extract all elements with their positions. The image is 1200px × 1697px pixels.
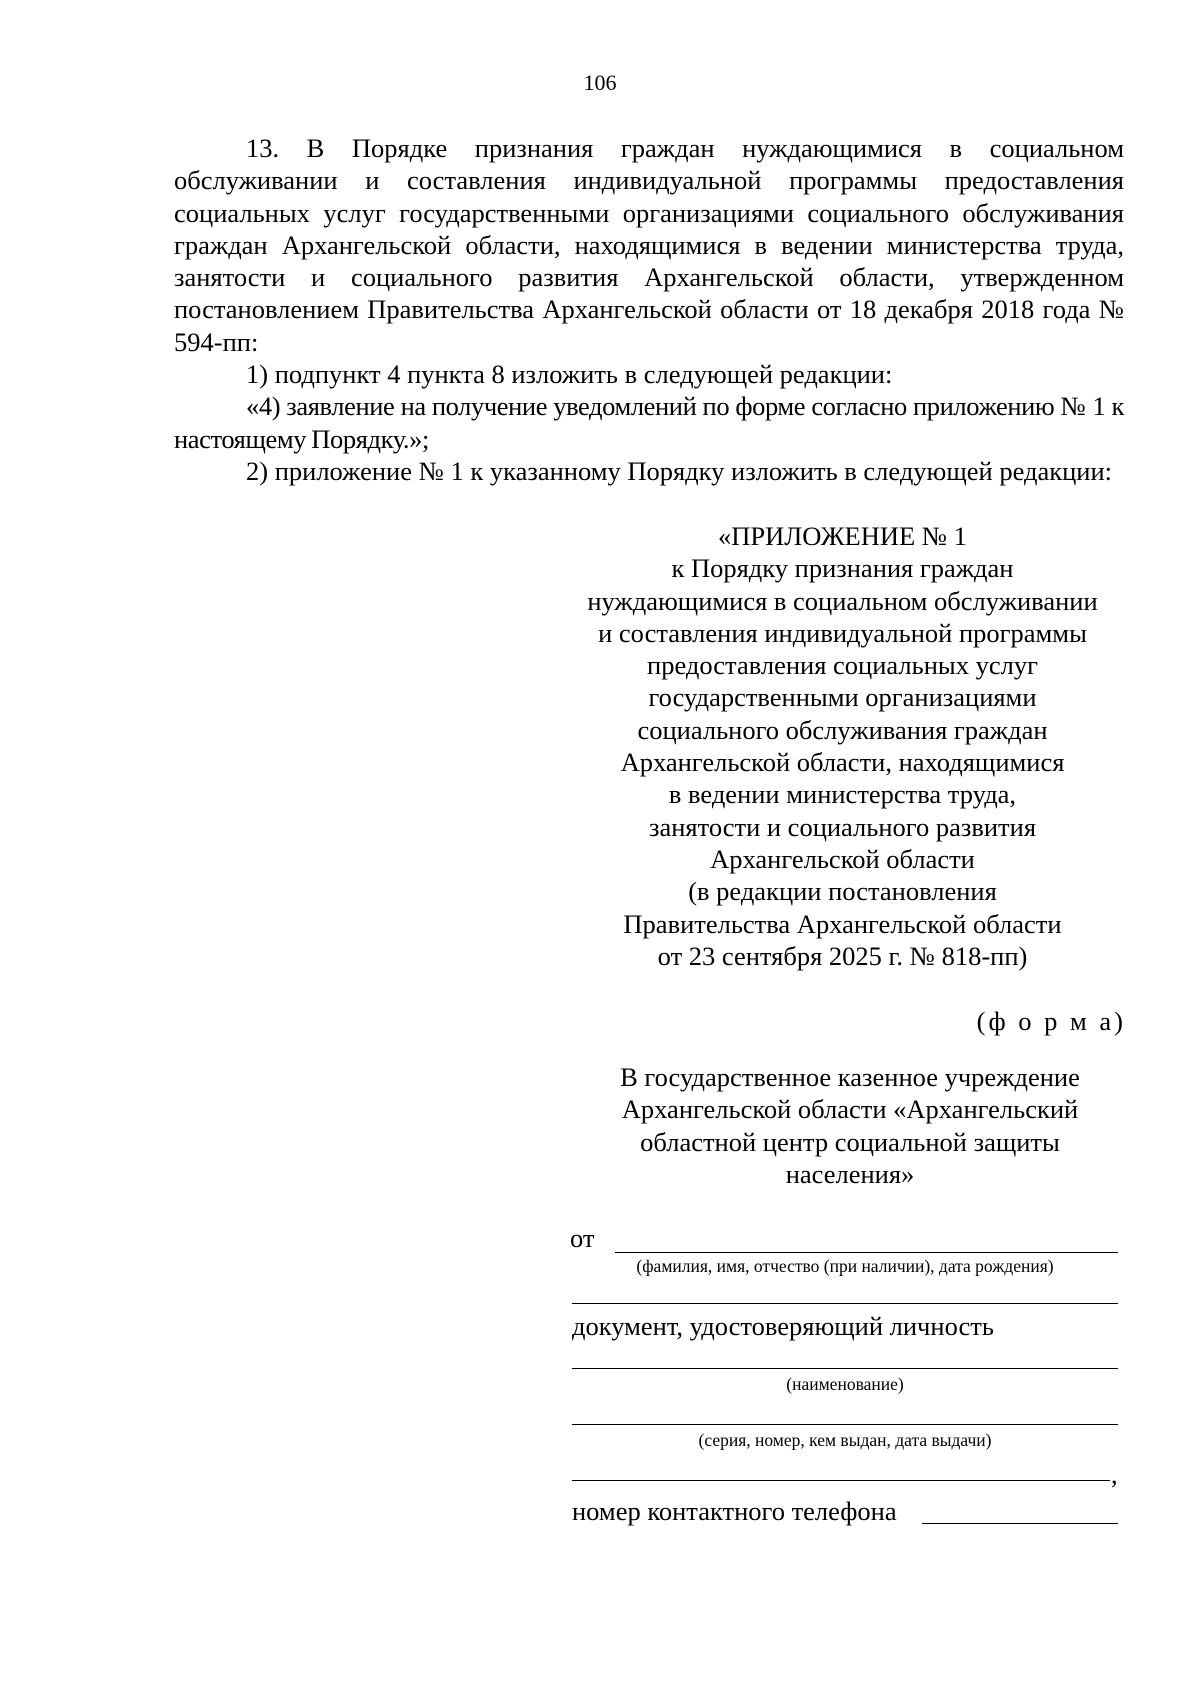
document-name-caption: (наименование) (786, 1374, 904, 1394)
appendix-line: в ведении министерства труда, (668, 779, 1017, 810)
subparagraph-2: 2) приложение № 1 к указанному Порядку изложить в следующей редакции: (246, 455, 1113, 486)
document-name-line (572, 1368, 1118, 1369)
phone-label: номер контактного телефона (572, 1496, 897, 1526)
fio-caption: (фамилия, имя, отчество (при наличии), дата рождения) (636, 1256, 1054, 1276)
document-extra-line (572, 1480, 1110, 1481)
document-series-caption: (серия, номер, кем выдан, дата выдачи) (698, 1430, 992, 1450)
paragraph-13: 13. В Порядке признания граждан нуждающимися в социальном обслуживании и составления индивидуальной программы предоставления социальных услуг государственными организациями социального обслуживания граждан Архангельской области, находящимися в ведении министерства труда, занятости и социального развития Архангельской области, утвержденном постановлением Правительства Архангельской области от 18 декабря 2018 года № 594-пп: (174, 133, 1124, 357)
appendix-line: государственными организациями (648, 682, 1037, 713)
subparagraph-1: 1) подпункт 4 пункта 8 изложить в следующей редакции: (246, 359, 893, 390)
appendix-header (555, 520, 1130, 972)
phone-field-line (922, 1523, 1118, 1524)
appendix-line: Архангельской области, находящимися (620, 747, 1065, 778)
addressee-line: В государственное казенное учреждение (620, 1062, 1080, 1092)
line-comma: , (1111, 1459, 1118, 1489)
addressee-line: областной центр социальной защиты (640, 1126, 1060, 1157)
appendix-line: от 23 сентября 2025 г. № 818-пп) (657, 940, 1028, 971)
addressee-block (580, 1061, 1120, 1190)
appendix-line: нуждающимися в социальном обслуживании (587, 585, 1098, 616)
id-document-label: документ, удостоверяющий личность (572, 1311, 994, 1341)
fio-field-line (615, 1252, 1118, 1253)
page-number: 106 (583, 70, 617, 95)
appendix-line: к Порядку признания граждан (671, 553, 1014, 584)
appendix-line: и составления индивидуальной программы (598, 617, 1087, 648)
appendix-line: занятости и социального развития (648, 811, 1037, 842)
document-series-line (572, 1424, 1118, 1425)
addressee-line: Архангельской области «Архангельский (621, 1094, 1079, 1125)
from-label: от (570, 1223, 595, 1253)
appendix-line: предоставления социальных услуг (647, 650, 1038, 681)
form-label: (ф о р м а) (976, 1006, 1126, 1036)
fio-field-line-2 (572, 1303, 1118, 1304)
appendix-line: Правительства Архангельской области (623, 908, 1062, 939)
quoted-item-4: «4) заявление на получение уведомлений по форме согласно приложению № 1 к настоящему Порядку.»; (174, 391, 1124, 454)
appendix-line: (в редакции постановления (688, 876, 997, 907)
amendment-text (174, 132, 1124, 487)
appendix-line: Архангельской области (710, 843, 975, 874)
appendix-title: «ПРИЛОЖЕНИЕ № 1 (718, 521, 967, 551)
appendix-line: социального обслуживания граждан (637, 714, 1048, 745)
addressee-line: населения» (785, 1158, 915, 1189)
